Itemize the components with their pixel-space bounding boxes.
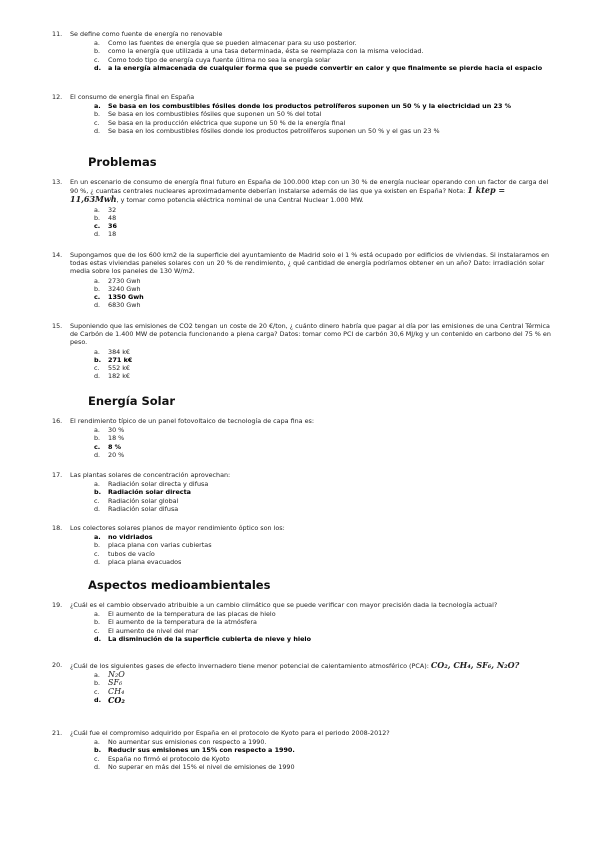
ktep-formula: 1 ktep = 11,63Mwh [70,185,506,205]
question-text: Suponiendo que las emisiones de CO2 tengan un coste de 20 €/ton, ¿ cuánto dinero habría que pagar al día por las emisiones de una Central Térmica de Carbón de 1.400 MW de potencia funcionando a plena carga? Datos: tomar como PCI de carbón 30,6 MJ/kg y un contenido en carbono del 75 % en peso. [70,322,551,347]
option-list [94,39,552,72]
option-a: a. 32 [94,205,117,214]
question-11 [52,30,552,72]
option-list [94,738,552,771]
option-c: c. Se basa en la producción eléctrica que supone un 50 % de la energía final [94,118,346,127]
question-15 [52,322,552,380]
question-20 [52,661,552,705]
option-b-correct: b. Radiación solar directa [94,488,191,497]
question-number: 21. [52,729,63,737]
option-a: a. N₂O [94,670,125,680]
option-list [94,277,552,310]
option-a: a. El aumento de la temperatura de las placas de hielo [94,610,276,619]
question-number: 16. [52,417,63,425]
question-text: En un escenario de consumo de energía final futuro en España de 100.000 ktep con un 30 % de energía nuclear operando con un factor de carga del 90 %, ¿ cuantas centrales nucleares aproximadamente deberían instalarse además de las que ya existen en España? Nota: 1 ktep = 11,63Mwh, y tomar como potencia eléctrica nominal de una Central Nuclear 1.000 MW. [70,178,549,205]
question-number: 12. [52,93,63,101]
option-b: b. Se basa en los combustibles fósiles que suponen un 50 % del total [94,110,322,119]
option-b: b. placa plana con varias cubiertas [94,541,212,550]
question-text: Los colectores solares planos de mayor rendimiento óptico son los: [70,524,285,532]
question-text: Supongamos que de los 600 km2 de la superficie del ayuntamiento de Madrid solo el 1 % está ocupado por edificios de viviendas. Si instalaramos en todas estas viviendas paneles solares con un 20 % de rendimiento, ¿ qué cantidad de energía podríamos obtener en un año? Dato: irradiación solar media sobre los paneles de 130 W/m2. [70,251,550,276]
question-12 [52,93,552,135]
question-16 [52,417,552,459]
option-d: d. Se basa en los combustibles fósiles donde los productos petrolíferos suponen un 50 % y el gas un 23 % [94,126,440,135]
gas-formulas: CO₂, CH₄, SF₆, N₂O? [430,660,520,670]
option-c: c. Radiación solar global [94,496,179,505]
question-text: Las plantas solares de concentración aprovechan: [70,471,231,479]
question-number: 17. [52,471,63,479]
option-d: d. 20 % [94,450,125,459]
option-list [94,102,552,135]
option-d-correct: d. a la energía almacenada de cualquier forma que se puede convertir en calor y que finalmente se pierde hacia el espacio [94,63,543,72]
section-heading-problemas: Problemas [88,155,157,169]
option-list [94,426,552,459]
question-19 [52,601,552,643]
option-list [94,480,552,513]
option-a: a. 30 % [94,426,125,435]
option-a: a. 384 k€ [94,347,130,356]
option-list [94,533,552,566]
question-text: ¿Cuál fue el compromiso adquirido por España en el protocolo de Kyoto para el periodo 2008-2012? [70,729,390,737]
option-d: d. 18 [94,230,117,239]
option-list [94,348,552,381]
option-a-correct: a. Se basa en los combustibles fósiles donde los productos petrolíferos suponen un 50 % y la electricidad un 23 % [94,102,512,111]
option-c-correct: c. 1350 Gwh [94,293,144,302]
option-c: c. 552 k€ [94,364,130,373]
option-d: d. No superar en más del 15% el nivel de emisiones de 1990 [94,762,295,771]
option-list [94,206,552,239]
question-text: ¿Cuál de los siguientes gases de efecto invernadero tiene menor potencial de calentamiento atmosférico (PCA): CO₂, CH₄, SF₆, N₂O? [70,660,520,670]
question-number: 11. [52,30,63,38]
option-b: b. SF₆ [94,678,123,688]
question-number: 19. [52,601,63,609]
option-a: a. No aumentar sus emisiones con respecto a 1990. [94,738,267,747]
option-d: d. 182 k€ [94,372,130,381]
option-b-correct: b. 271 k€ [94,355,133,364]
question-text: El consumo de energía final en España [70,93,195,101]
option-c: c. tubos de vacío [94,549,155,558]
option-d: d. Radiación solar difusa [94,504,179,513]
option-b-correct: b. Reducir sus emisiones un 15% con respecto a 1990. [94,746,295,755]
question-text: Se define como fuente de energía no renovable [70,30,223,38]
question-text: El rendimiento típico de un panel fotovoltaico de tecnología de capa fina es: [70,417,315,425]
question-18 [52,524,552,566]
question-17 [52,471,552,513]
option-d: d. 6830 Gwh [94,301,141,310]
option-b: b. 48 [94,213,117,222]
question-number: 20. [52,661,63,669]
option-a: a. 2730 Gwh [94,276,141,285]
option-d-correct: d. La disminución de la superficie cubierta de nieve y hielo [94,634,311,643]
section-heading-aspectos: Aspectos medioambientales [88,578,271,592]
option-b: b. 18 % [94,434,125,443]
option-c-correct: c. 8 % [94,442,122,451]
option-b: b. como la energía que utilizada a una tasa determinada, ésta se reemplaza con la misma velocidad. [94,47,424,56]
question-text: ¿Cuál es el cambio observado atribuible a un cambio climático que se puede verificar con mayor precisión dada la tecnología actual? [70,601,498,609]
option-a: a. Como las fuentes de energía que se pueden almacenar para su uso posterior. [94,39,357,48]
option-a-correct: a. no vidriados [94,533,153,542]
question-number: 13. [52,178,63,186]
question-14 [52,251,552,309]
option-d-correct: d. CO₂ [94,694,125,705]
option-c: c. España no firmó el protocolo de Kyoto [94,754,230,763]
option-c: c. El aumento de nivel del mar [94,626,199,635]
option-b: b. El aumento de la temperatura de la atmósfera [94,618,257,627]
option-list [94,671,552,705]
question-13 [52,178,552,238]
option-list [94,610,552,643]
option-a: a. Radiación solar directa y difusa [94,480,209,489]
option-d: d. placa plana evacuados [94,557,182,566]
question-number: 18. [52,524,63,532]
option-c-correct: c. 36 [94,222,117,231]
option-c: c. CH₄ [94,686,125,696]
question-number: 15. [52,322,63,330]
option-c: c. Como todo tipo de energía cuya fuente última no sea la energía solar [94,55,331,64]
question-number: 14. [52,251,63,259]
section-heading-energia-solar: Energía Solar [88,394,176,408]
question-21 [52,729,552,771]
option-b: b. 3240 Gwh [94,284,141,293]
